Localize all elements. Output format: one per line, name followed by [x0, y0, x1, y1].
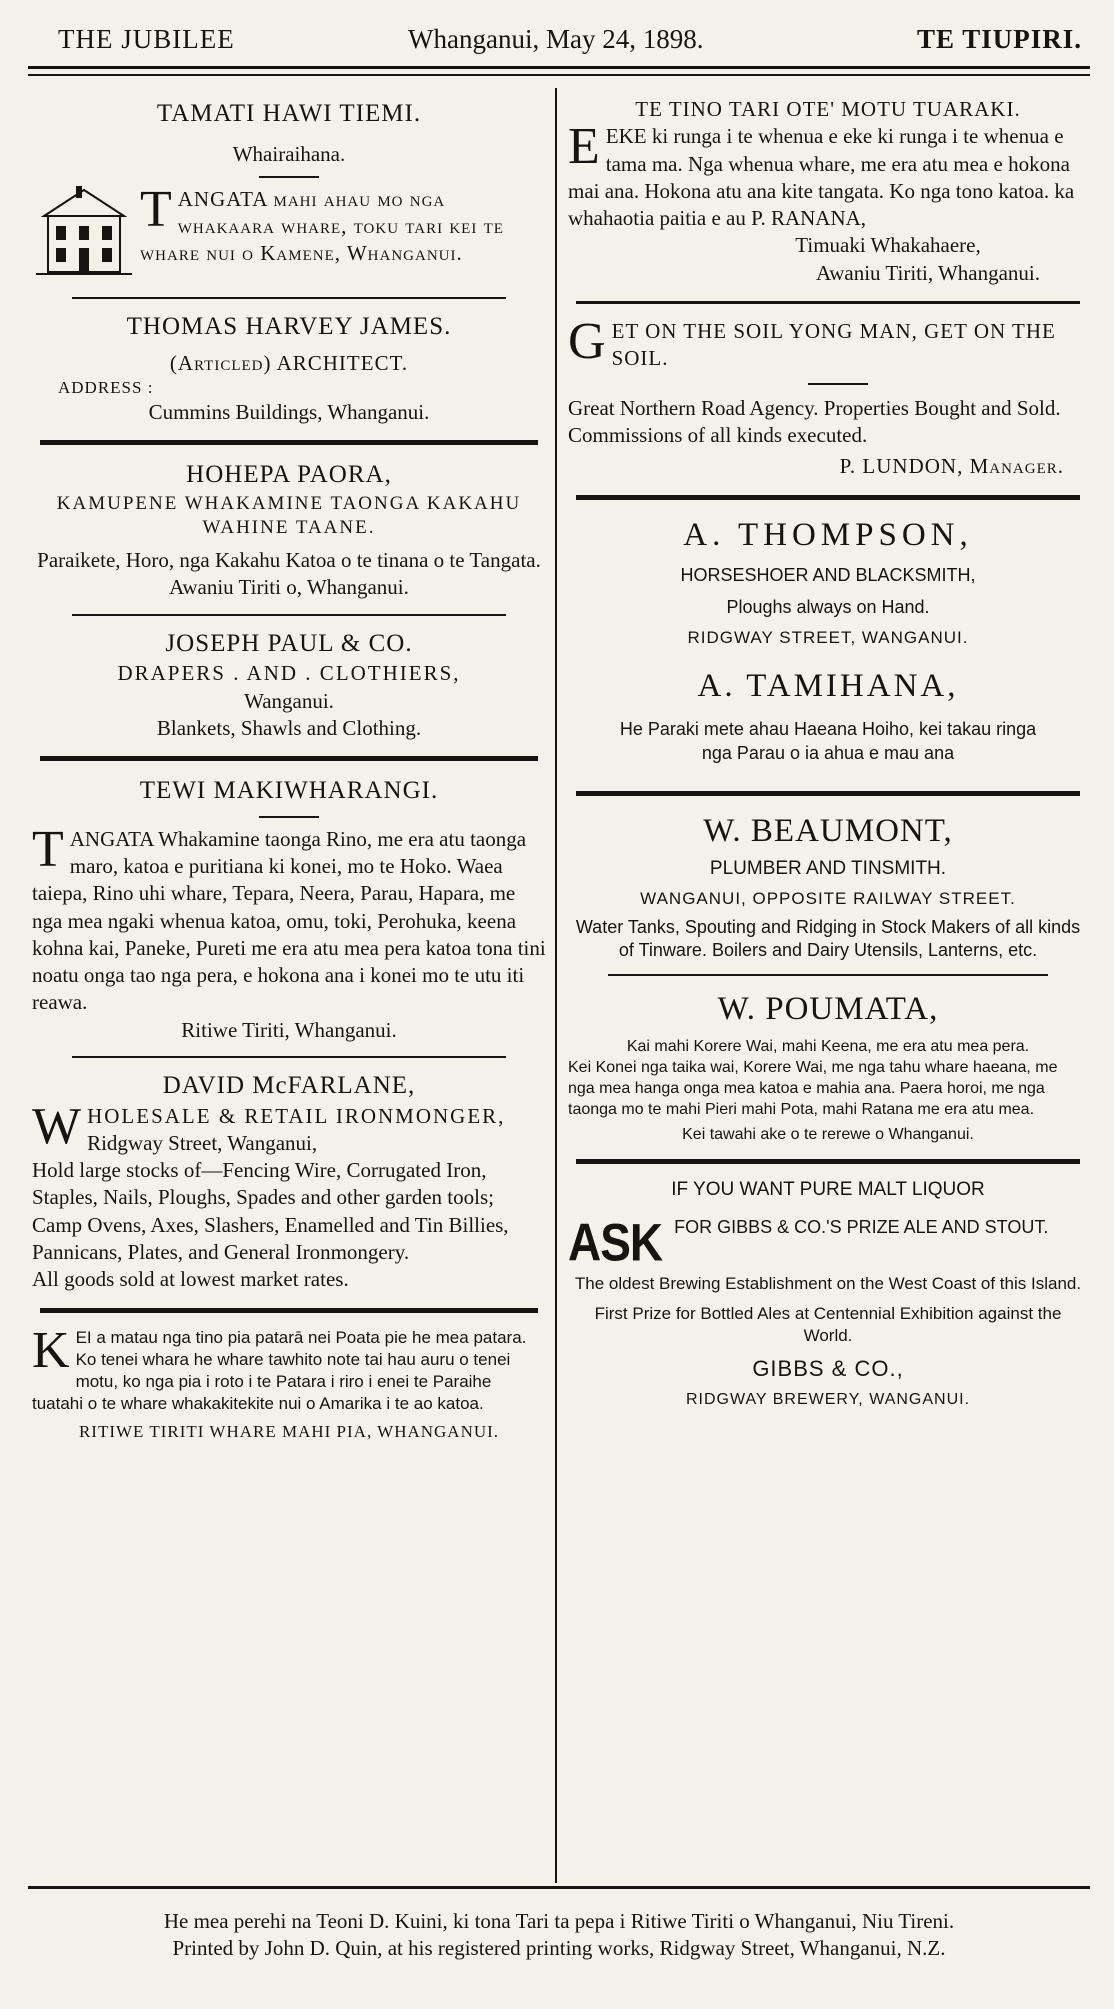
right-column: [568, 92, 1088, 1882]
masthead-right: TE TIUPIRI.: [916, 24, 1082, 54]
ad-thompson-line2: RIDGWAY STREET, WANGANUI.: [687, 628, 969, 648]
ad-poumata-body1: Kai mahi Korere Wai, mahi Keena, me era atu mea pera.: [626, 1038, 1030, 1056]
ad-tamihana-name: A. TAMIHANA,: [697, 668, 959, 705]
ad-poumata-sign: Kei tawahi ake o te rerewe o Whanganui.: [682, 1125, 974, 1143]
masthead-date: Whanganui, May 24, 1898.: [408, 24, 704, 54]
ad-hohepa-line1: KAMUPENE WHAKAMINE TAONGA KAKAHU: [56, 492, 522, 514]
ad-poumata-body2: Kei Konei nga taika wai, Korere Wai, me nga tahu whare haeana, me nga mea hanga onga mea katoa e mahia ana. Paera horoi, me nga taonga mo te mahi Pieri mahi Pota, mahi Ratana me era atu mea.: [568, 1059, 1058, 1118]
ad-gibbs-ask: ASK: [568, 1211, 663, 1272]
ad-thomas-address: Cummins Buildings, Whanganui.: [148, 399, 430, 424]
ad-david-name: DAVID McFARLANE,: [162, 1072, 416, 1100]
masthead-left: THE JUBILEE: [58, 24, 235, 54]
footer-line1: He mea perehi na Teoni D. Kuini, ki tona Tari ta pepa i Ritiwe Tiriti o Whanganui, Niu Tireni.: [163, 1909, 955, 1933]
ad-gibbs-address: RIDGWAY BREWERY, WANGANUI.: [685, 1390, 971, 1408]
ad-hohepa-body2: Awaniu Tiriti o, Whanganui.: [169, 575, 409, 600]
ad-tewi-body: ANGATA Whakamine taonga Rino, me era atu taonga maro, katoa e puritiana ki konei, mo te Hoko. Waea taiepa, Rino uhi whare, Tepara, Neera, Parau, Hapara, me nga mea ngaki whenua katoa, omu, toki, Perohuka, keena kohna kai, Paneke, Pureti me era atu mea pera katoa tona tini noatu onga tao nga pera, e hokona ana i konei mo te utu iti reawa.: [32, 826, 546, 1015]
ad-tino-person: P. RANANA,: [751, 206, 867, 231]
masthead-rule-1: [28, 66, 1090, 69]
ad-gibbs-name: GIBBS & CO.,: [752, 1356, 904, 1382]
divider: [576, 301, 1080, 304]
divider: [40, 1308, 538, 1313]
divider: [576, 791, 1080, 796]
ad-joseph-line2: Wanganui.: [244, 688, 334, 713]
dropcap: G: [568, 313, 606, 371]
ad-tino-title: TE TINO TARI OTE' MOTU TUARAKI.: [635, 97, 1021, 121]
ad-joseph-name: JOSEPH PAUL & CO.: [165, 629, 413, 657]
ad-david-close: All goods sold at lowest market rates.: [32, 1267, 349, 1292]
ad-tewi: [32, 775, 546, 1044]
footer-rule: [28, 1886, 1090, 1889]
ad-joseph: [32, 628, 546, 742]
ad-northern-body: Great Northern Road Agency. Properties Bought and Sold. Commissions of all kinds executed.: [568, 395, 1061, 447]
divider: [40, 756, 538, 761]
divider: [608, 974, 1048, 976]
ad-poumata-name: W. POUMATA,: [717, 991, 939, 1028]
ad-thompson-line1: Ploughs always on Hand.: [726, 596, 930, 617]
ad-beaumont-line1: WANGANUI, OPPOSITE RAILWAY STREET.: [640, 888, 1016, 908]
ad-gibbs-line2: First Prize for Bottled Ales at Centennial Exhibition against the World.: [594, 1303, 1062, 1345]
ad-tamati-subtitle: Whairaihana.: [232, 141, 346, 166]
footer: [28, 1908, 1090, 1963]
ad-kei-sign: RITIWE TIRITI WHARE MAHI PIA, WHANGANUI.: [78, 1421, 500, 1441]
dropcap: W: [32, 1097, 82, 1155]
left-column: [32, 92, 546, 1882]
ad-joseph-line3: Blankets, Shawls and Clothing.: [156, 715, 422, 740]
footer-line2: Printed by John D. Quin, at his registered printing works, Ridgway Street, Whanganui, N.Z.: [172, 1936, 946, 1961]
dropcap: K: [32, 1321, 70, 1379]
dropcap: E: [568, 118, 600, 176]
ad-kei-body: EI a matau nga tino pia patarā nei Poata pie he mea patara. Ko tenei whara he whare tawhito note tai hau auru o tenei motu, ko nga pia i roto i te Patara i riro i enei te Paraihe tuatahi o te whare whakakitekite nui o Amarika i te ao katoa.: [32, 1327, 527, 1413]
divider: [40, 440, 538, 445]
ad-thomas-address-label: ADDRESS :: [58, 377, 154, 397]
ad-poumata: [568, 988, 1088, 1145]
ad-tino-sign1: Timuaki Whakahaere,: [795, 233, 981, 258]
ad-thomas-name: THOMAS HARVEY JAMES.: [126, 313, 452, 341]
ad-gibbs-headline: IF YOU WANT PURE MALT LIQUOR: [671, 1179, 985, 1201]
column-divider: [555, 88, 557, 1883]
dropcap: T: [140, 180, 172, 238]
ad-thompson-name: A. THOMPSON,: [683, 516, 973, 553]
ad-gibbs-line1: The oldest Brewing Establishment on the West Coast of this Island.: [574, 1273, 1082, 1293]
divider: [808, 383, 868, 385]
divider: [576, 495, 1080, 500]
ad-northern: [568, 395, 1088, 481]
ad-northern-sign: P. LUNDON, Manager.: [839, 454, 1064, 479]
ad-soil-body: ET ON THE SOIL YONG MAN, GET ON THE SOIL.: [611, 319, 1056, 371]
ad-soil: [568, 313, 1088, 373]
ad-hohepa-name: HOHEPA PAORA,: [186, 461, 392, 489]
ad-hohepa: [32, 459, 546, 601]
ad-beaumont-name: W. BEAUMONT,: [703, 813, 953, 849]
ad-tewi-name: TEWI MAKIWHARANGI.: [139, 777, 439, 805]
ad-beaumont: [568, 810, 1088, 962]
ad-tewi-sign: Ritiwe Tiriti, Whanganui.: [181, 1017, 397, 1042]
ad-gibbs: [568, 1178, 1088, 1410]
ad-david-body: Hold large stocks of—Fencing Wire, Corrugated Iron, Staples, Nails, Ploughs, Spades and other garden tools; Camp Ovens, Axes, Slashers, Enamelled and Tin Billies, Pannicans, Plates, and General Ironmongery.: [32, 1158, 509, 1264]
masthead: [28, 18, 1090, 68]
ad-tino: [568, 96, 1088, 287]
ad-thompson: [568, 514, 1088, 650]
ad-gibbs-ask-rest: FOR GIBBS & CO.'S PRIZE ALE AND STOUT.: [674, 1217, 1049, 1238]
divider: [259, 816, 319, 818]
dropcap: T: [32, 820, 64, 878]
ad-thompson-trade: HORSESHOER AND BLACKSMITH,: [680, 565, 976, 586]
ad-tamihana-body: He Paraki mete ahau Haeana Hoiho, kei takau ringa nga Parau o ia ahua e mau ana: [619, 719, 1037, 763]
ad-hohepa-body1: Paraikete, Horo, nga Kakahu Katoa o te tinana o te Tangata.: [37, 548, 541, 573]
ad-tamati: [32, 98, 546, 285]
ad-beaumont-trade: PLUMBER AND TINSMITH.: [709, 857, 947, 879]
ad-tino-body: EKE ki runga i te whenua e eke ki runga i te whenua e tama ma. Nga whenua whare, me era atu mea e hokona mai ana. Hokona atu ana kite tangata. Ko nga tono katoa. ka whahaotia paitia e au: [568, 124, 1075, 231]
ad-thomas-role: (Articled) ARCHITECT.: [169, 350, 409, 375]
house-illustration: [36, 186, 132, 285]
divider: [576, 1159, 1080, 1164]
ad-tino-sign2: Awaniu Tiriti, Whanganui.: [815, 260, 1041, 285]
ad-hohepa-line2: WAHINE TAANE.: [202, 517, 376, 539]
divider: [72, 297, 506, 299]
ad-david: [32, 1070, 546, 1294]
newspaper-page: [28, 18, 1090, 1993]
ad-thomas: [32, 311, 546, 426]
ad-tamati-body: ANGATA mahi ahau mo nga whakaara whare, toku tari kei te whare nui o Kamene, Whanganui.: [140, 186, 504, 266]
divider: [259, 176, 319, 178]
divider: [72, 614, 506, 616]
ad-david-line2: Ridgway Street, Wanganui,: [87, 1130, 318, 1155]
ad-beaumont-body: Water Tanks, Spouting and Ridging in Stock Makers of all kinds of Tinware. Boilers and Dairy Utensils, Lanterns, etc.: [575, 916, 1081, 961]
ad-tamihana: [568, 665, 1088, 765]
masthead-rule-2: [28, 74, 1090, 76]
divider: [72, 1056, 506, 1058]
ad-tamati-name: TAMATI HAWI TIEMI.: [156, 100, 422, 127]
ad-david-line1: HOLESALE & RETAIL IRONMONGER,: [87, 1103, 506, 1128]
ad-kei: [32, 1321, 546, 1443]
ad-joseph-line1: DRAPERS . AND . CLOTHIERS,: [117, 661, 461, 686]
